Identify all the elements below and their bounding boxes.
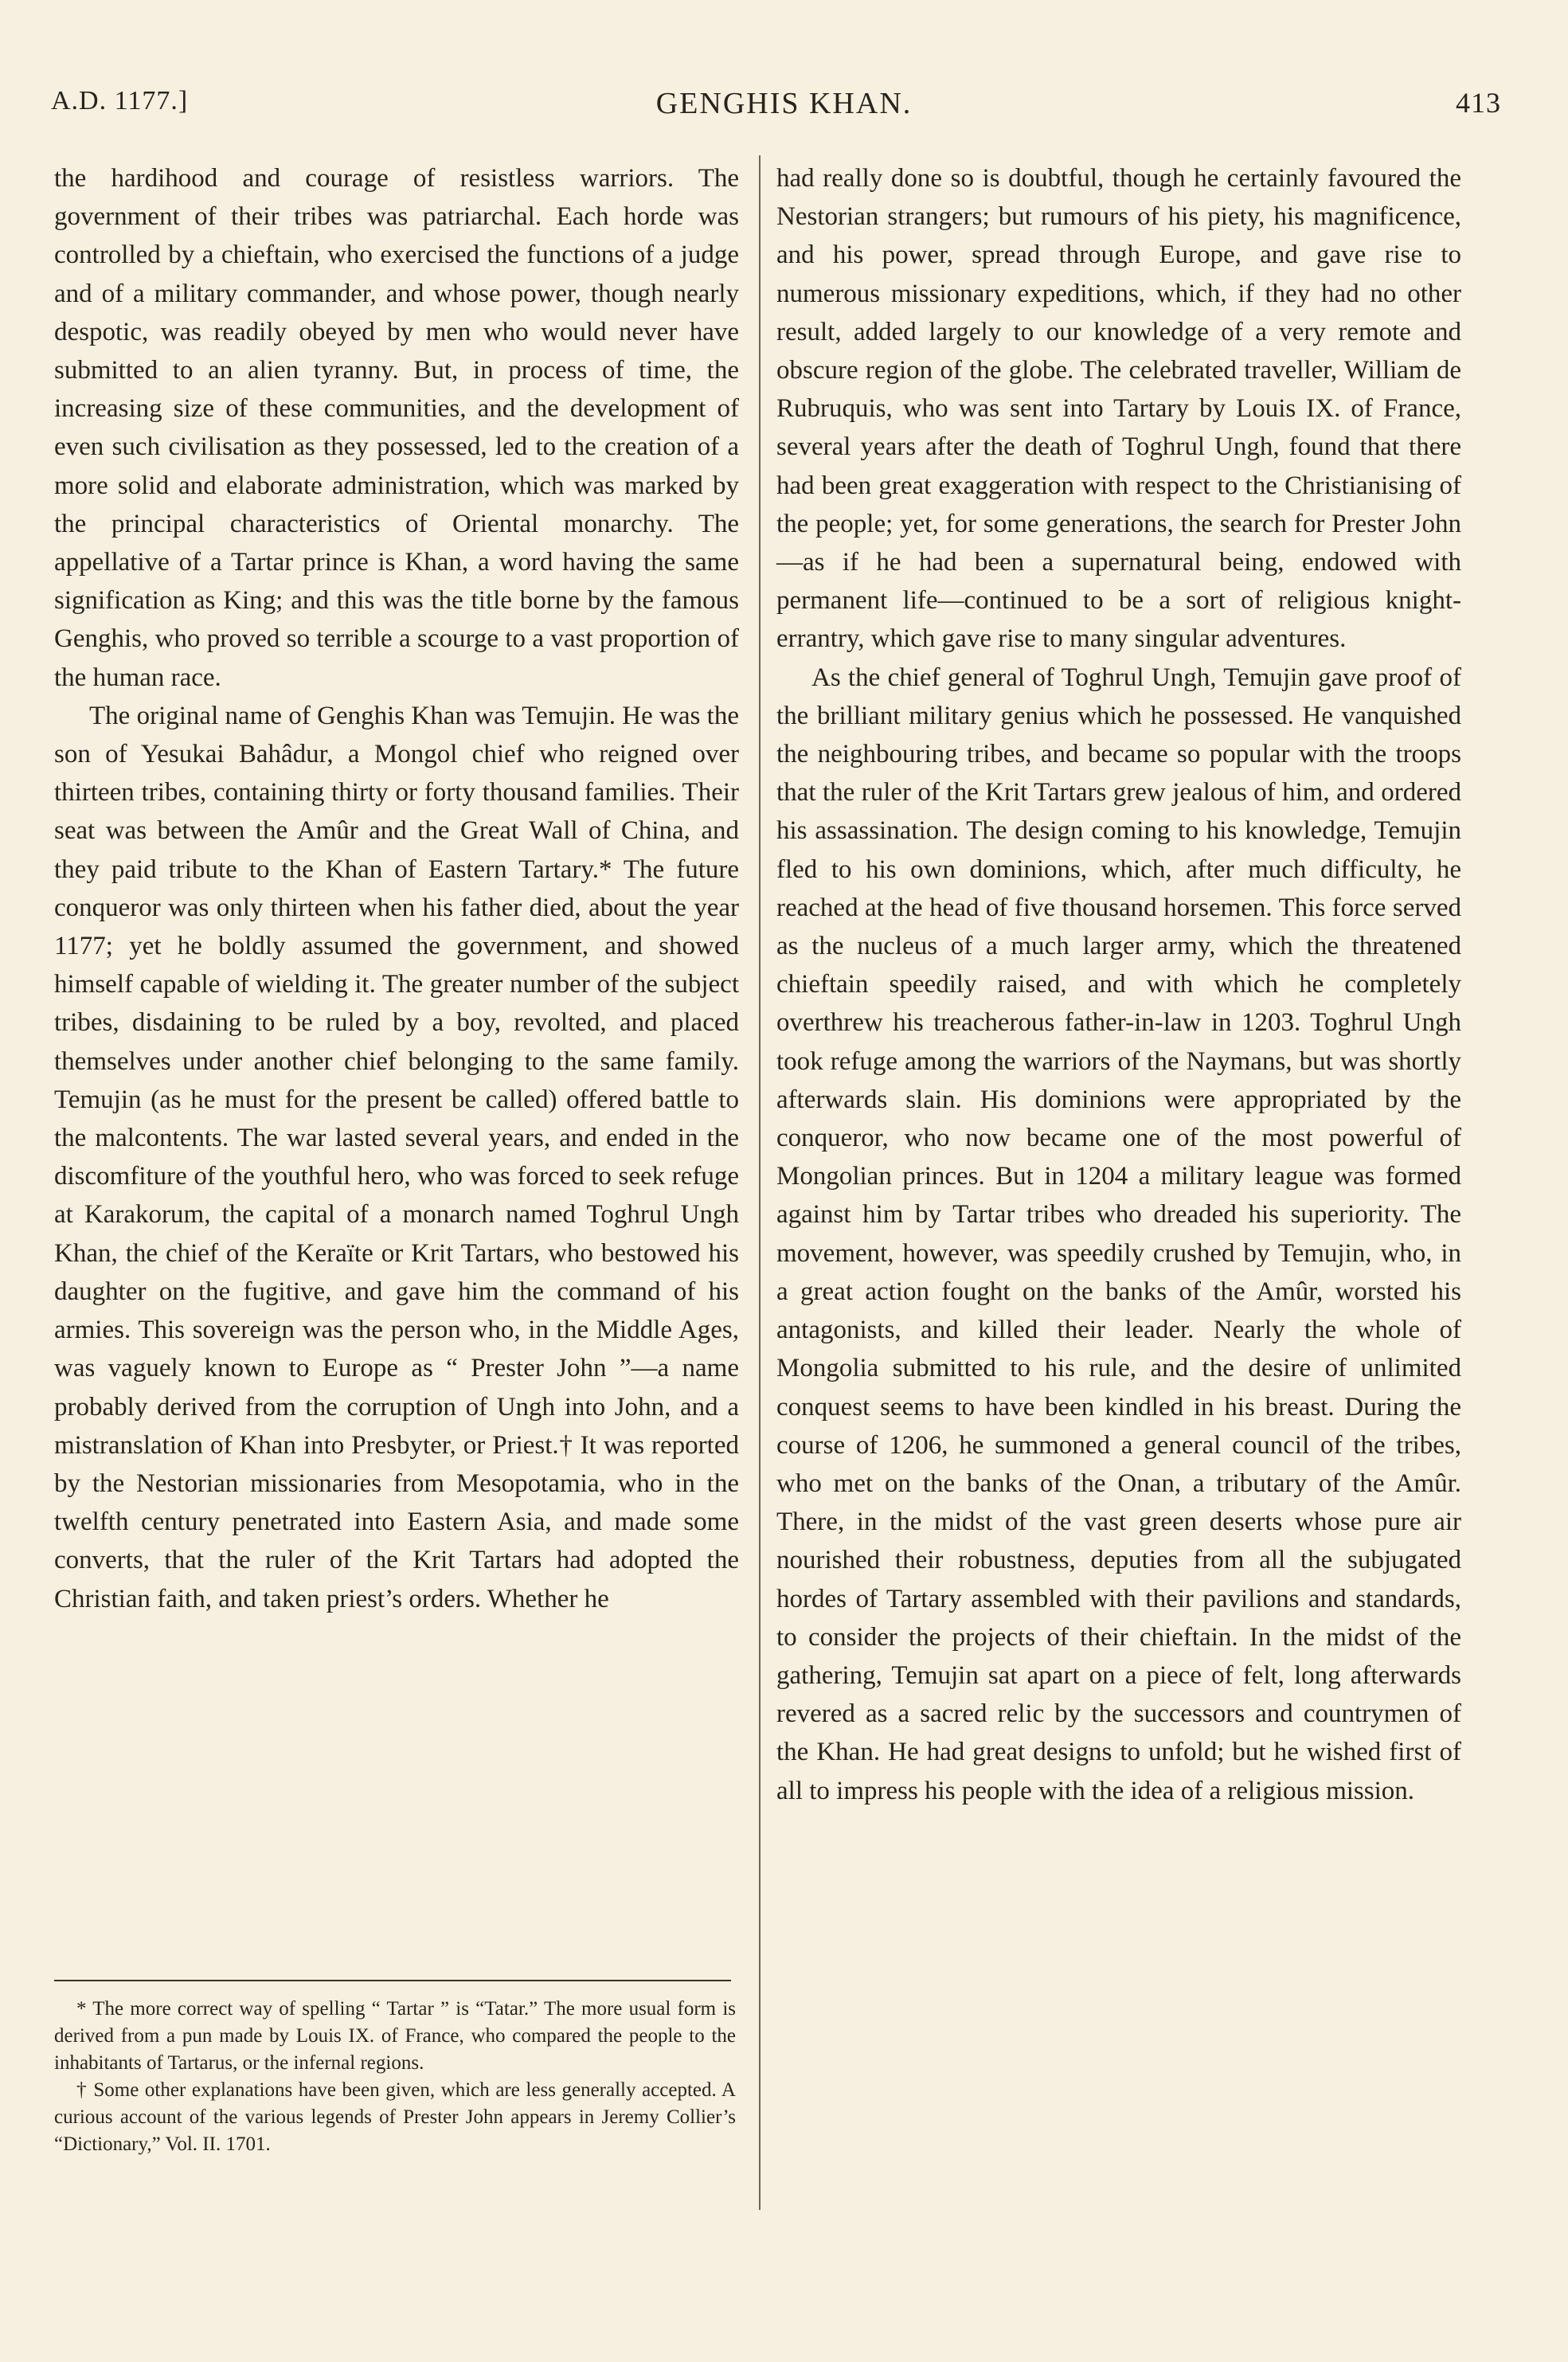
right-column [776,159,1461,1810]
paragraph: had really done so is doubtful, though he certainly favoured the Nestorian strangers; but rumours of his piety, his magnificence, and his power, spread through Europe, and gave rise to numerous missionary expeditions, which, if they had no other result, added largely to our knowledge of a very remote and obscure region of the globe. The celebrated traveller, William de Rubruquis, who was sent into Tartary by Louis IX. of France, several years after the death of Toghrul Ungh, found that there had been great exaggeration with respect to the Christianising of the people; yet, for some generations, the search for Prester John—as if he had been a supernatural being, endowed with permanent life—continued to be a sort of religious knight-errantry, which gave rise to many singular adventures. [776,164,1461,654]
footnotes [54,1996,736,2158]
left-column [54,159,739,1618]
paragraph: As the chief general of Toghrul Ungh, Temujin gave proof of the brilliant military genius which he possessed. He vanquished the neighbouring tribes, and became so popular with the troops that the ruler of the Krit Tartars grew jealous of him, and ordered his assassination. The design coming to his knowledge, Temujin fled to his own dominions, which, after much difficulty, he reached at the head of five thousand horsemen. This force served as the nucleus of a much larger army, which the threatened chieftain speedily raised, and with which he completely overthrew his treacherous father-in-law in 1203. Toghrul Ungh took refuge among the warriors of the Naymans, but was shortly afterwards slain. His dominions were appropriated by the conqueror, who now became one of the most powerful of Mongolian princes. But in 1204 a military league was formed against him by Tartar tribes who dreaded his superiority. The movement, however, was speedily crushed by Temujin, who, in a great action fought on the banks of the Amûr, worsted his antagonists, and killed their leader. Nearly the whole of Mongolia submitted to his rule, and the desire of unlimited conquest seems to have been kindled in his breast. During the course of 1206, he summoned a general council of the tribes, who met on the banks of the Onan, a tributary of the Amûr. There, in the midst of the vast green deserts whose pure air nourished their robustness, deputies from all the subjugated hordes of Tartary assembled with their pavilions and standards, to consider the projects of their chieftain. In the midst of the gathering, Temujin sat apart on a piece of felt, long afterwards revered as a sacred relic by the successors and countrymen of the Khan. He had great designs to unfold; but he wished first of all to impress his people with the idea of a religious mission. [776,663,1461,1805]
footnote: † Some other explanations have been given, which are less generally accepted. A curious account of the various legends of Prester John appears in Jeremy Collier’s “Dictionary,” Vol. II. 1701. [54,2079,736,2155]
footnote: * The more correct way of spelling “ Tartar ” is “Tatar.” The more usual form is derived from a pun made by Louis IX. of France, who compared the people to the inhabitants of Tartarus, or the infernal regions. [54,1998,736,2074]
page-number: 413 [1456,87,1501,119]
paragraph: The original name of Genghis Khan was Temujin. He was the son of Yesukai Bahâdur, a Mongol chief who reigned over thirteen tribes, containing thirty or forty thousand families. Their seat was between the Amûr and the Great Wall of China, and they paid tribute to the Khan of Eastern Tartary.* The future conqueror was only thirteen when his father died, about the year 1177; yet he boldly assumed the government, and showed himself capable of wielding it. The greater number of the subject tribes, disdaining to be ruled by a boy, revolted, and placed themselves under another chief belonging to the same family. Temujin (as he must for the present be called) offered battle to the malcontents. The war lasted several years, and ended in the discomfiture of the youthful hero, who was forced to seek refuge at Karakorum, the capital of a monarch named Toghrul Ungh Khan, the chief of the Keraïte or Krit Tartars, who bestowed his daughter on the fugitive, and gave him the command of his armies. This sovereign was the person who, in the Middle Ages, was vaguely known to Europe as “ Prester John ”—a name probably derived from the corruption of Ungh into John, and a mistranslation of Khan into Presbyter, or Priest.† It was reported by the Nestorian missionaries from Mesopotamia, who in the twelfth century penetrated into Eastern Asia, and made some converts, that the ruler of the Krit Tartars had adopted the Christian faith, and taken priest’s orders. Whether he [54,701,739,1613]
running-head-title: GENGHIS KHAN. [655,87,913,120]
footnote-rule [54,1980,731,1981]
running-head-date: A.D. 1177.] [51,86,189,115]
column-divider [759,155,761,2210]
paragraph: the hardihood and courage of resistless warriors. The government of their tribes was patriarchal. Each horde was controlled by a chieftain, who exercised the functions of a judge and of a military commander, and whose power, though nearly despotic, was readily obeyed by men who would never have submitted to an alien tyranny. But, in process of time, the increasing size of these communities, and the development of even such civilisation as they possessed, led to the creation of a more solid and elaborate administration, which was marked by the principal characteristics of Oriental monarchy. The appellative of a Tartar prince is Khan, a word having the same signification as King; and this was the title borne by the famous Genghis, who proved so terrible a scourge to a vast proportion of the human race. [54,164,739,692]
